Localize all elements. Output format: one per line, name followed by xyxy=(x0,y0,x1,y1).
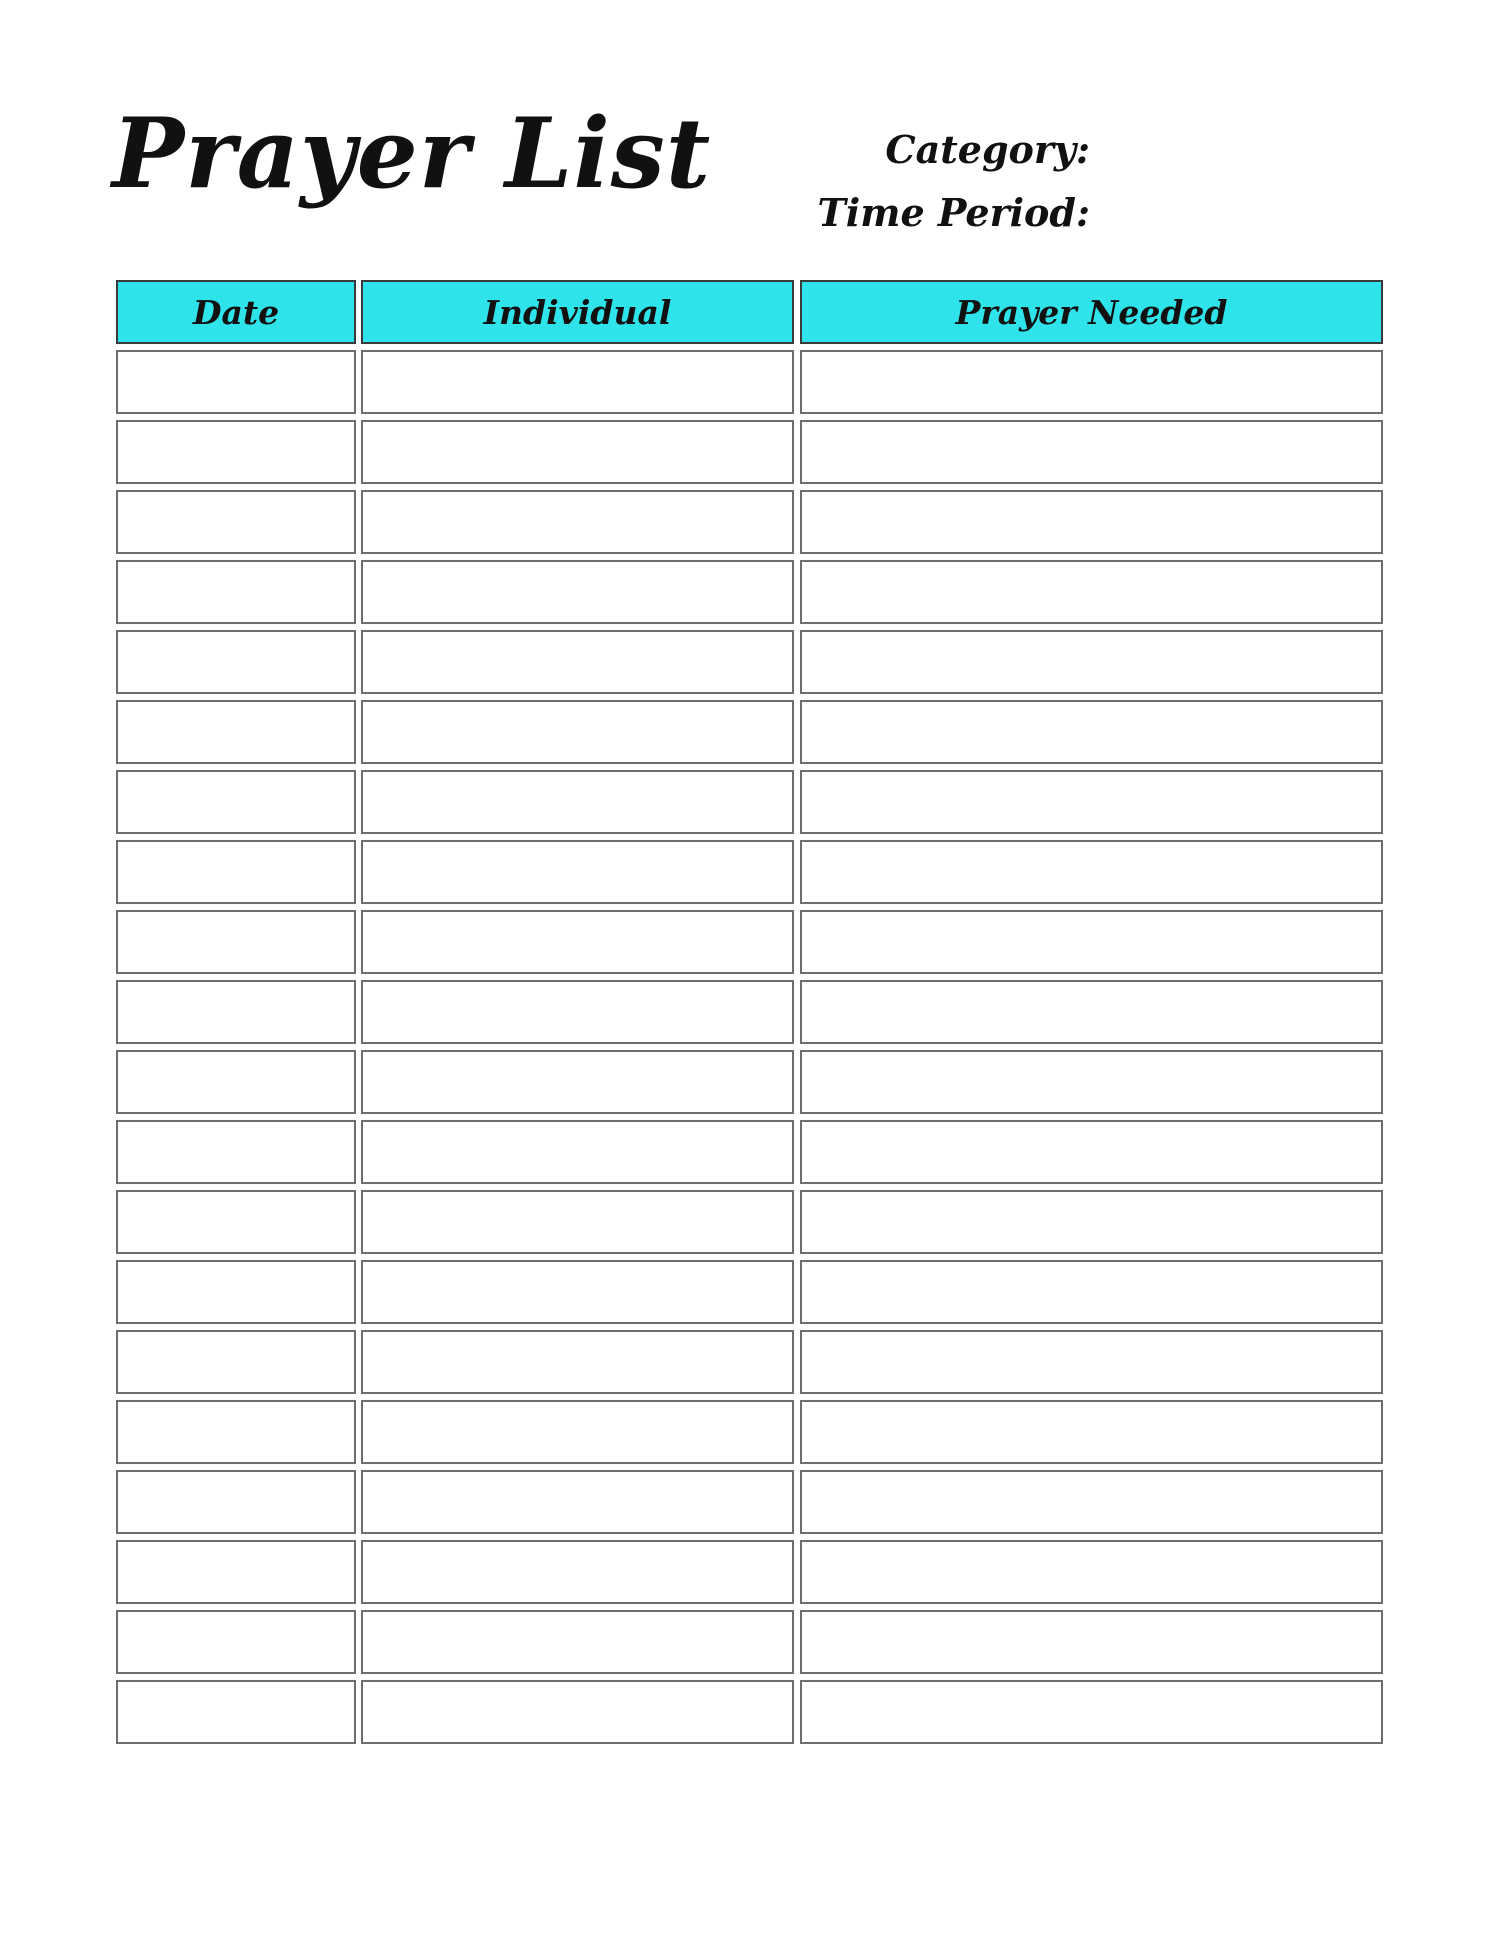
individual-cell xyxy=(361,1470,794,1534)
prayer-needed-cell xyxy=(800,840,1383,904)
date-cell xyxy=(116,630,356,694)
column-header-date: Date xyxy=(116,280,356,344)
date-cell xyxy=(116,1120,356,1184)
date-cell xyxy=(116,770,356,834)
date-cell xyxy=(116,1680,356,1744)
individual-cell xyxy=(361,490,794,554)
prayer-needed-cell xyxy=(800,560,1383,624)
prayer-needed-cell xyxy=(800,1190,1383,1254)
prayer-needed-cell xyxy=(800,1330,1383,1394)
individual-cell xyxy=(361,1330,794,1394)
individual-cell xyxy=(361,1190,794,1254)
prayer-needed-cell xyxy=(800,1400,1383,1464)
column-header-individual: Individual xyxy=(361,280,794,344)
individual-cell xyxy=(361,630,794,694)
individual-cell xyxy=(361,1400,794,1464)
prayer-needed-cell xyxy=(800,1610,1383,1674)
individual-cell xyxy=(361,1050,794,1114)
date-cell xyxy=(116,1050,356,1114)
date-cell xyxy=(116,910,356,974)
date-cell xyxy=(116,1610,356,1674)
date-cell xyxy=(116,1330,356,1394)
prayer-needed-cell xyxy=(800,490,1383,554)
date-cell xyxy=(116,1190,356,1254)
date-cell xyxy=(116,1400,356,1464)
individual-cell xyxy=(361,980,794,1044)
individual-cell xyxy=(361,1120,794,1184)
prayer-needed-cell xyxy=(800,1680,1383,1744)
individual-cell xyxy=(361,1610,794,1674)
page-title: Prayer List xyxy=(112,97,712,210)
prayer-needed-cell xyxy=(800,1050,1383,1114)
time-period-label: Time Period: xyxy=(817,190,1090,235)
date-cell xyxy=(116,1260,356,1324)
individual-cell xyxy=(361,840,794,904)
date-cell xyxy=(116,420,356,484)
prayer-needed-cell xyxy=(800,420,1383,484)
prayer-needed-cell xyxy=(800,350,1383,414)
date-cell xyxy=(116,350,356,414)
date-cell xyxy=(116,700,356,764)
individual-cell xyxy=(361,770,794,834)
individual-cell xyxy=(361,1260,794,1324)
individual-cell xyxy=(361,560,794,624)
individual-cell xyxy=(361,420,794,484)
prayer-needed-cell xyxy=(800,1120,1383,1184)
category-label: Category: xyxy=(885,127,1090,172)
date-cell xyxy=(116,1540,356,1604)
prayer-needed-cell xyxy=(800,1470,1383,1534)
individual-cell xyxy=(361,1540,794,1604)
individual-cell xyxy=(361,1680,794,1744)
prayer-needed-cell xyxy=(800,700,1383,764)
prayer-needed-cell xyxy=(800,1540,1383,1604)
prayer-needed-cell xyxy=(800,910,1383,974)
prayer-needed-cell xyxy=(800,980,1383,1044)
date-cell xyxy=(116,560,356,624)
prayer-needed-cell xyxy=(800,630,1383,694)
individual-cell xyxy=(361,700,794,764)
prayer-needed-cell xyxy=(800,1260,1383,1324)
individual-cell xyxy=(361,910,794,974)
individual-cell xyxy=(361,350,794,414)
column-header-prayer-needed: Prayer Needed xyxy=(800,280,1383,344)
date-cell xyxy=(116,490,356,554)
date-cell xyxy=(116,980,356,1044)
prayer-needed-cell xyxy=(800,770,1383,834)
date-cell xyxy=(116,840,356,904)
date-cell xyxy=(116,1470,356,1534)
